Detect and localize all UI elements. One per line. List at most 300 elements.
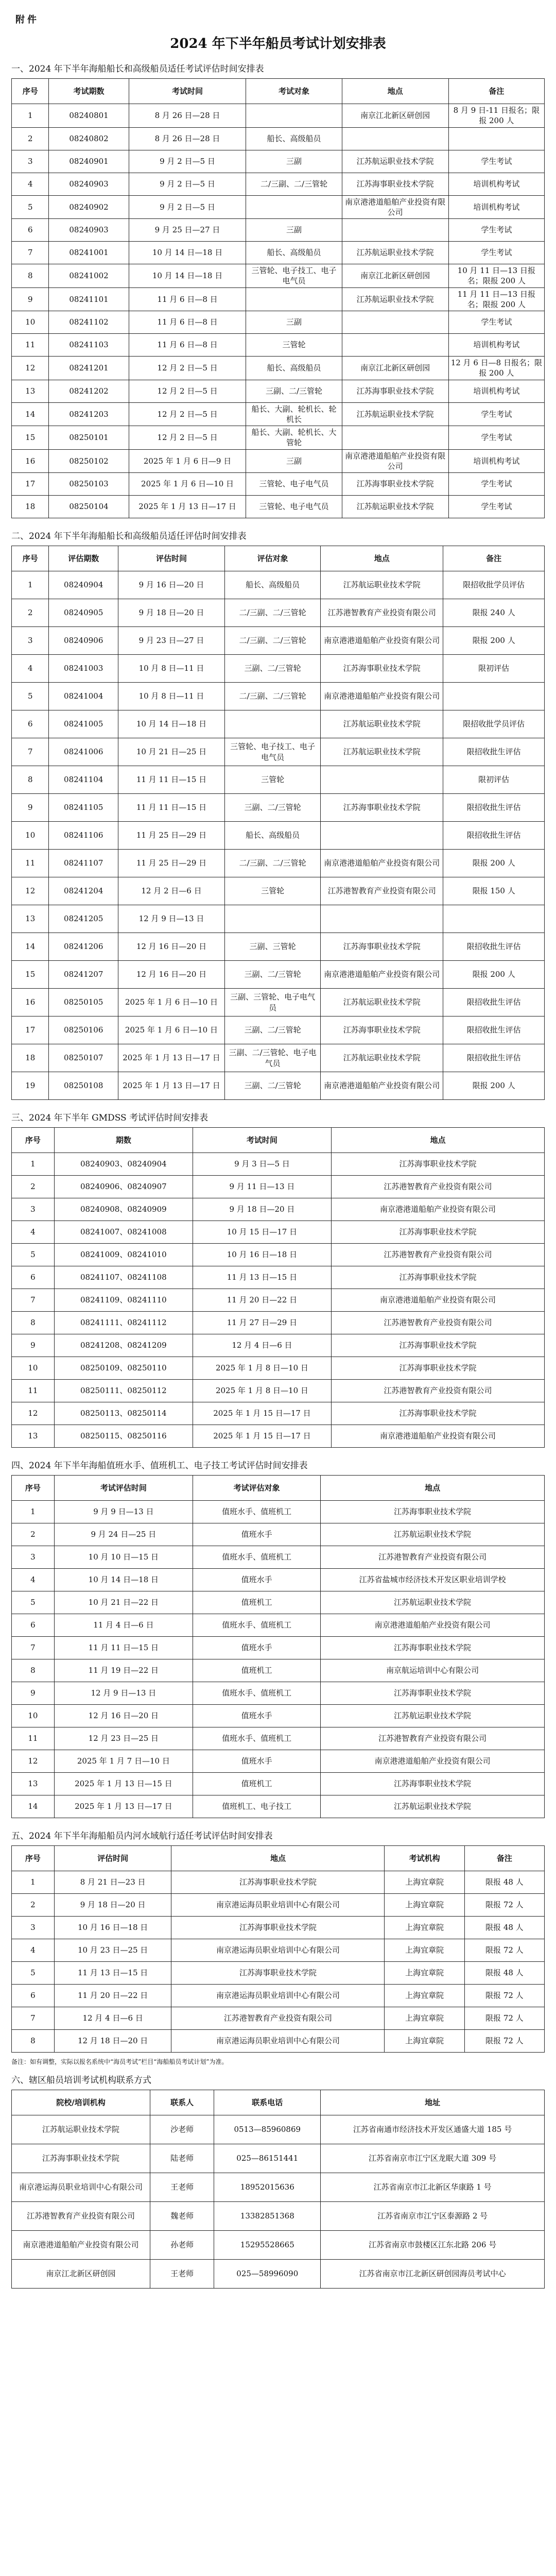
table-cell: 王老师 xyxy=(150,2173,214,2201)
table-cell: 限招收批生评估 xyxy=(443,794,545,822)
table-cell: 3 xyxy=(12,150,49,173)
table-cell: 18 xyxy=(12,1044,49,1072)
table-cell: 08241206 xyxy=(49,933,118,961)
table-cell: 二/三副、二/三管轮 xyxy=(224,683,320,710)
section-2-header-row xyxy=(12,546,545,571)
table-cell: 南京港港道船舶产业投资有限公司 xyxy=(321,627,443,655)
table-cell: 12 月 4 日—6 日 xyxy=(193,1334,331,1357)
table-cell: 13 xyxy=(12,1425,55,1448)
table-cell: 三副、二/三管轮 xyxy=(246,380,342,402)
table-cell: 学生考试 xyxy=(448,150,544,173)
table-cell: 2025 年 1 月 13 日—15 日 xyxy=(54,1773,193,1795)
table-cell: 2025 年 1 月 13 日—17 日 xyxy=(54,1795,193,1818)
table-cell: 南京港港道船舶产业投资有限公司 xyxy=(321,1750,545,1773)
table-cell: 江苏海事职业技术学院 xyxy=(342,173,448,195)
table-cell xyxy=(224,905,320,933)
table-cell: 08241109、08241110 xyxy=(54,1289,193,1312)
table-row xyxy=(12,2201,545,2230)
table-cell: 9 月 18 日—20 日 xyxy=(193,1198,331,1221)
table-row xyxy=(12,822,545,850)
table-cell: 江苏海事职业技术学院 xyxy=(331,1402,544,1425)
table-cell: 2025 年 1 月 6 日—10 日 xyxy=(129,473,246,496)
table-cell: 08250115、08250116 xyxy=(54,1425,193,1448)
table-row xyxy=(12,1153,545,1176)
table-cell: 二/三副、二/三管轮 xyxy=(246,173,342,195)
table-cell: 6 xyxy=(12,1614,55,1637)
table-cell: 9 月 2 日—5 日 xyxy=(129,195,246,219)
table-cell: 南京港运海员职业培训中心有限公司 xyxy=(171,1939,385,1962)
table-cell: 值班机工 xyxy=(193,1591,320,1614)
table-cell: 限报 72 人 xyxy=(464,2007,544,2030)
table-cell: 江苏海事职业技术学院 xyxy=(331,1266,544,1289)
table-cell: 10 月 21 日—25 日 xyxy=(118,738,224,766)
table-cell: 10 月 11 日—13 日报名；限报 200 人 xyxy=(448,264,544,288)
table-row xyxy=(12,1727,545,1750)
table-row xyxy=(12,794,545,822)
table-cell: 南京港运海员职业培训中心有限公司 xyxy=(12,2173,150,2201)
table-cell: 江苏省盐城市经济技术开发区职业培训学校 xyxy=(321,1569,545,1591)
table-row xyxy=(12,655,545,683)
table-cell: 14 xyxy=(12,402,49,426)
table-cell: 1 xyxy=(12,1153,55,1176)
table-cell: 08241201 xyxy=(49,357,129,380)
table-cell: 10 xyxy=(12,1357,55,1380)
table-row xyxy=(12,1750,545,1773)
table-cell: 江苏港智教育产业投资有限公司 xyxy=(321,599,443,627)
table-row xyxy=(12,2259,545,2288)
table-cell: 学生考试 xyxy=(448,402,544,426)
table-cell: 08250108 xyxy=(49,1072,118,1100)
table-cell: 6 xyxy=(12,1985,55,2007)
table-cell: 上海宜章院 xyxy=(385,1917,464,1939)
table-cell: 南京港港道船舶产业投资有限公司 xyxy=(321,961,443,989)
table-cell: 15 xyxy=(12,426,49,450)
table-cell: 上海宜章院 xyxy=(385,1985,464,2007)
table-row xyxy=(12,2007,545,2030)
table-cell: 三副、三管轮 xyxy=(224,933,320,961)
table-cell: 11 月 11 日—13 日报名；限报 200 人 xyxy=(448,287,544,311)
table-row xyxy=(12,426,545,450)
table-cell: 学生考试 xyxy=(448,311,544,334)
table-cell: 江苏航运职业技术学院 xyxy=(342,287,448,311)
table-cell: 陆老师 xyxy=(150,2144,214,2173)
table-cell: 16 xyxy=(12,989,49,1016)
table-cell: 三副 xyxy=(246,449,342,473)
table-cell: 江苏海事职业技术学院 xyxy=(331,1153,544,1176)
table-row xyxy=(12,1523,545,1546)
table-cell: 江苏航运职业技术学院 xyxy=(321,989,443,1016)
table-cell: 12 月 9 日—13 日 xyxy=(118,905,224,933)
table-row xyxy=(12,1985,545,2007)
table-cell: 江苏海事职业技术学院 xyxy=(321,1637,545,1659)
table-cell: 船长、高级船员 xyxy=(224,571,320,599)
table-cell: 南京港港道船舶产业投资有限公司 xyxy=(12,2230,150,2259)
column-header: 地点 xyxy=(331,1128,544,1153)
section-5-table xyxy=(11,1845,545,2053)
table-cell: 上海宜章院 xyxy=(385,1871,464,1894)
table-cell: 7 xyxy=(12,1289,55,1312)
table-row xyxy=(12,1917,545,1939)
table-cell: 11 月 20 日—22 日 xyxy=(54,1985,171,2007)
table-cell: 9 xyxy=(12,794,49,822)
table-cell: 江苏航运职业技术学院 xyxy=(342,402,448,426)
section-5-header-row xyxy=(12,1846,545,1871)
section-1-header-row xyxy=(12,79,545,104)
table-cell: 三管轮、电子技工、电子电气员 xyxy=(224,738,320,766)
table-row xyxy=(12,1402,545,1425)
table-cell: 三副 xyxy=(246,311,342,334)
table-cell: 10 月 14 日—18 日 xyxy=(129,264,246,288)
table-row xyxy=(12,877,545,905)
table-cell: 11 xyxy=(12,334,49,357)
table-cell: 8 xyxy=(12,2030,55,2053)
table-cell: 江苏海事职业技术学院 xyxy=(321,1773,545,1795)
table-cell: 江苏航运职业技术学院 xyxy=(321,1705,545,1727)
table-cell: 江苏港智教育产业投资有限公司 xyxy=(321,1727,545,1750)
table-row xyxy=(12,1334,545,1357)
table-cell: 9 月 3 日—5 日 xyxy=(193,1153,331,1176)
table-cell: 9 月 18 日—20 日 xyxy=(118,599,224,627)
table-cell: 08240905 xyxy=(49,599,118,627)
table-cell: 培训机构考试 xyxy=(448,380,544,402)
table-cell: 11 月 11 日—15 日 xyxy=(118,766,224,794)
section-1-table xyxy=(11,78,545,518)
table-cell: 7 xyxy=(12,242,49,264)
table-cell: 船长、高级船员 xyxy=(246,242,342,264)
table-row xyxy=(12,1016,545,1044)
table-cell: 三管轮 xyxy=(224,877,320,905)
table-row xyxy=(12,1266,545,1289)
table-row xyxy=(12,287,545,311)
table-cell: 限报 72 人 xyxy=(464,1894,544,1917)
table-cell: 江苏航运职业技术学院 xyxy=(321,1795,545,1818)
table-cell: 2 xyxy=(12,1894,55,1917)
table-cell: 值班水手 xyxy=(193,1569,320,1591)
table-cell: 12 月 23 日—25 日 xyxy=(54,1727,193,1750)
table-cell: 08241104 xyxy=(49,766,118,794)
table-cell: 江苏海事职业技术学院 xyxy=(321,1682,545,1705)
table-row xyxy=(12,1871,545,1894)
table-cell: 江苏航运职业技术学院 xyxy=(342,496,448,518)
table-row xyxy=(12,599,545,627)
table-cell: 江苏海事职业技术学院 xyxy=(331,1221,544,1244)
table-cell: 08250109、08250110 xyxy=(54,1357,193,1380)
table-cell: 限报 200 人 xyxy=(443,627,545,655)
table-row xyxy=(12,334,545,357)
table-cell: 08241001 xyxy=(49,242,129,264)
table-row xyxy=(12,195,545,219)
table-cell: 08240904 xyxy=(49,571,118,599)
table-cell: 8 xyxy=(12,264,49,288)
table-row xyxy=(12,2144,545,2173)
table-cell: 10 月 21 日—22 日 xyxy=(54,1591,193,1614)
table-row xyxy=(12,710,545,738)
table-row xyxy=(12,496,545,518)
table-cell: 19 xyxy=(12,1072,49,1100)
table-cell: 08240902 xyxy=(49,195,129,219)
table-cell: 三副、二/三管轮 xyxy=(224,1072,320,1100)
table-cell: 船长、高级船员 xyxy=(246,127,342,150)
table-cell: 王老师 xyxy=(150,2259,214,2288)
table-row xyxy=(12,1682,545,1705)
table-cell: 08241007、08241008 xyxy=(54,1221,193,1244)
table-cell: 江苏海事职业技术学院 xyxy=(321,655,443,683)
table-cell: 限报 240 人 xyxy=(443,599,545,627)
table-cell: 江苏航运职业技术学院 xyxy=(321,710,443,738)
table-cell: 限招收批生评估 xyxy=(443,933,545,961)
section-4-title: 四、2024 年下半年海船值班水手、值班机工、电子技工考试评估时间安排表 xyxy=(11,1461,308,1471)
table-row xyxy=(12,1380,545,1402)
column-header: 考试评估时间 xyxy=(54,1476,193,1501)
table-cell: 2025 年 1 月 13 日—17 日 xyxy=(118,1072,224,1100)
table-cell xyxy=(246,195,342,219)
table-cell: 08241009、08241010 xyxy=(54,1244,193,1266)
table-cell: 学生考试 xyxy=(448,473,544,496)
table-cell: 二/三副、二/三管轮 xyxy=(224,627,320,655)
table-cell: 08250104 xyxy=(49,496,129,518)
table-cell: 12 月 16 日—20 日 xyxy=(118,961,224,989)
table-cell: 2 xyxy=(12,127,49,150)
table-cell: 值班水手、值班机工 xyxy=(193,1501,320,1523)
table-cell: 11 月 20 日—22 日 xyxy=(193,1289,331,1312)
table-cell: 12 xyxy=(12,357,49,380)
section-6-table xyxy=(11,2090,545,2289)
table-cell xyxy=(342,426,448,450)
column-header: 序号 xyxy=(12,79,49,104)
table-cell: 5 xyxy=(12,683,49,710)
table-cell: 江苏港智教育产业投资有限公司 xyxy=(331,1244,544,1266)
table-cell: 江苏航运职业技术学院 xyxy=(342,150,448,173)
table-cell: 2025 年 1 月 13 日—17 日 xyxy=(129,496,246,518)
table-cell: 10 月 10 日—15 日 xyxy=(54,1546,193,1569)
table-cell: 12 xyxy=(12,1750,55,1773)
table-cell: 2025 年 1 月 13 日—17 日 xyxy=(118,1044,224,1072)
table-cell: 9 月 2 日—5 日 xyxy=(129,173,246,195)
table-cell: 1 xyxy=(12,104,49,128)
table-cell: 9 月 11 日—13 日 xyxy=(193,1176,331,1198)
table-cell: 08250113、08250114 xyxy=(54,1402,193,1425)
table-cell xyxy=(321,905,443,933)
table-cell: 南京港港道船舶产业投资有限公司 xyxy=(331,1425,544,1448)
table-cell xyxy=(224,710,320,738)
table-cell: 08240903 xyxy=(49,219,129,242)
table-cell: 17 xyxy=(12,1016,49,1044)
table-cell: 限招收批生评估 xyxy=(443,822,545,850)
table-cell: 南京港运海员职业培训中心有限公司 xyxy=(171,1894,385,1917)
table-cell: 10 xyxy=(12,311,49,334)
table-cell: 限报 150 人 xyxy=(443,877,545,905)
table-cell: 江苏海事职业技术学院 xyxy=(171,1917,385,1939)
table-row xyxy=(12,933,545,961)
table-row xyxy=(12,1637,545,1659)
table-cell: 9 月 16 日—20 日 xyxy=(118,571,224,599)
column-header: 院校/培训机构 xyxy=(12,2090,150,2115)
column-header: 联系人 xyxy=(150,2090,214,2115)
table-cell: 08241006 xyxy=(49,738,118,766)
table-cell: 船长、大副、轮机长、轮机长 xyxy=(246,402,342,426)
section-2-title: 二、2024 年下半年海船船长和高级船员适任评估时间安排表 xyxy=(11,531,247,541)
table-cell: 13 xyxy=(12,905,49,933)
table-cell: 12 月 2 日—6 日 xyxy=(118,877,224,905)
table-cell: 08241003 xyxy=(49,655,118,683)
table-cell: 学生考试 xyxy=(448,426,544,450)
table-cell: 学生考试 xyxy=(448,219,544,242)
table-cell: 11 月 13 日—15 日 xyxy=(54,1962,171,1985)
table-cell: 学生考试 xyxy=(448,242,544,264)
table-row xyxy=(12,1501,545,1523)
table-row xyxy=(12,357,545,380)
table-cell: 9 月 25 日—27 日 xyxy=(129,219,246,242)
table-cell: 9 月 23 日—27 日 xyxy=(118,627,224,655)
table-cell: 4 xyxy=(12,173,49,195)
table-cell: 10 月 16 日—18 日 xyxy=(54,1917,171,1939)
table-cell: 船长、高级船员 xyxy=(246,357,342,380)
table-cell: 13 xyxy=(12,380,49,402)
table-cell: 8 xyxy=(12,766,49,794)
table-cell: 值班机工 xyxy=(193,1659,320,1682)
table-cell: 5 xyxy=(12,1244,55,1266)
table-cell: 08241106 xyxy=(49,822,118,850)
column-header: 评估时间 xyxy=(118,546,224,571)
table-cell: 11 月 25 日—29 日 xyxy=(118,850,224,877)
table-cell: 南京港港道船舶产业投资有限公司 xyxy=(321,1614,545,1637)
table-cell: 江苏海事职业技术学院 xyxy=(171,1871,385,1894)
table-cell: 船长、高级船员 xyxy=(224,822,320,850)
table-cell: 值班水手、值班机工 xyxy=(193,1546,320,1569)
table-cell: 值班水手、值班机工 xyxy=(193,1614,320,1637)
table-cell: 南京江北新区研创园 xyxy=(342,264,448,288)
page-title: 2024 年下半年船员考试计划安排表 xyxy=(170,36,386,52)
table-cell: 孙老师 xyxy=(150,2230,214,2259)
table-cell: 13 xyxy=(12,1773,55,1795)
table-cell: 2025 年 1 月 7 日—10 日 xyxy=(54,1750,193,1773)
column-header: 联系电话 xyxy=(214,2090,321,2115)
table-cell: 08240801 xyxy=(49,104,129,128)
table-cell: 3 xyxy=(12,1198,55,1221)
table-row xyxy=(12,1939,545,1962)
table-cell: 上海宜章院 xyxy=(385,1894,464,1917)
table-cell xyxy=(443,683,545,710)
table-row xyxy=(12,1044,545,1072)
table-row xyxy=(12,683,545,710)
table-cell: 4 xyxy=(12,1221,55,1244)
table-cell: 限招收批生评估 xyxy=(443,738,545,766)
table-row xyxy=(12,1591,545,1614)
section-3-title: 三、2024 年下半年 GMDSS 考试评估时间安排表 xyxy=(11,1113,208,1123)
table-cell: 08241004 xyxy=(49,683,118,710)
table-cell: 4 xyxy=(12,1569,55,1591)
table-cell: 三管轮、电子电气员 xyxy=(246,473,342,496)
table-cell: 08250101 xyxy=(49,426,129,450)
table-cell: 08241208、08241209 xyxy=(54,1334,193,1357)
table-cell: 南京江北新区研创园 xyxy=(12,2259,150,2288)
table-row xyxy=(12,402,545,426)
table-cell: 南京航运培训中心有限公司 xyxy=(321,1659,545,1682)
table-cell: 江苏港智教育产业投资有限公司 xyxy=(331,1312,544,1334)
table-cell: 限报 48 人 xyxy=(464,1917,544,1939)
table-cell: 江苏港智教育产业投资有限公司 xyxy=(171,2007,385,2030)
table-cell: 11 月 27 日—29 日 xyxy=(193,1312,331,1334)
table-row xyxy=(12,1244,545,1266)
table-cell: 限报 200 人 xyxy=(443,1072,545,1100)
table-row xyxy=(12,571,545,599)
table-row xyxy=(12,173,545,195)
table-cell: 12 月 2 日—5 日 xyxy=(129,380,246,402)
table-cell: 08241107、08241108 xyxy=(54,1266,193,1289)
table-row xyxy=(12,1659,545,1682)
table-cell: 08241202 xyxy=(49,380,129,402)
table-cell: 南京港运海员职业培训中心有限公司 xyxy=(171,2030,385,2053)
table-cell: 限报 200 人 xyxy=(443,961,545,989)
table-cell: 上海宜章院 xyxy=(385,2030,464,2053)
table-cell: 08241002 xyxy=(49,264,129,288)
table-row xyxy=(12,1425,545,1448)
table-cell: 值班机工 xyxy=(193,1773,320,1795)
column-header: 评估对象 xyxy=(224,546,320,571)
table-cell: 2025 年 1 月 15 日—17 日 xyxy=(193,1402,331,1425)
table-cell: 江苏省南京市鼓楼区江东北路 206 号 xyxy=(321,2230,545,2259)
table-cell: 08240906 xyxy=(49,627,118,655)
table-cell: 08241102 xyxy=(49,311,129,334)
column-header: 地点 xyxy=(321,546,443,571)
table-cell: 11 月 6 日—8 日 xyxy=(129,334,246,357)
table-cell: 0513—85960869 xyxy=(214,2115,321,2144)
table-cell: 限招收批生评估 xyxy=(443,1016,545,1044)
table-cell: 4 xyxy=(12,1939,55,1962)
table-row xyxy=(12,264,545,288)
table-cell: 江苏省南京市江北新区华康路 1 号 xyxy=(321,2173,545,2201)
table-row xyxy=(12,989,545,1016)
table-cell: 江苏省南通市经济技术开发区通盛大道 185 号 xyxy=(321,2115,545,2144)
table-cell: 江苏港智教育产业投资有限公司 xyxy=(321,1546,545,1569)
table-cell: 10 月 15 日—17 日 xyxy=(193,1221,331,1244)
table-cell: 08240906、08240907 xyxy=(54,1176,193,1198)
table-row xyxy=(12,1289,545,1312)
table-cell: 魏老师 xyxy=(150,2201,214,2230)
column-header: 地点 xyxy=(171,1846,385,1871)
table-cell: 江苏海事职业技术学院 xyxy=(12,2144,150,2173)
column-header: 考试时间 xyxy=(129,79,246,104)
column-header: 序号 xyxy=(12,546,49,571)
table-cell: 08241107 xyxy=(49,850,118,877)
table-cell xyxy=(246,104,342,128)
table-cell: 江苏海事职业技术学院 xyxy=(321,1016,443,1044)
table-cell: 限初评估 xyxy=(443,655,545,683)
table-cell: 08241005 xyxy=(49,710,118,738)
table-cell: 江苏海事职业技术学院 xyxy=(331,1357,544,1380)
table-cell: 2 xyxy=(12,599,49,627)
table-cell: 江苏省南京市江北新区研创园海员考试中心 xyxy=(321,2259,545,2288)
table-cell: 南京港运海员职业培训中心有限公司 xyxy=(171,1985,385,2007)
table-cell: 值班水手、值班机工 xyxy=(193,1727,320,1750)
column-header: 考试评估对象 xyxy=(193,1476,320,1501)
table-row xyxy=(12,905,545,933)
table-cell: 江苏港智教育产业投资有限公司 xyxy=(321,877,443,905)
table-cell: 8 月 9 日-11 日报名；限报 200 人 xyxy=(448,104,544,128)
table-cell: 三管轮 xyxy=(246,334,342,357)
table-row xyxy=(12,1312,545,1334)
table-cell: 6 xyxy=(12,710,49,738)
table-cell: 限报 72 人 xyxy=(464,2030,544,2053)
section-3-table xyxy=(11,1127,545,1448)
table-cell: 08241103 xyxy=(49,334,129,357)
table-cell: 三副、二/三管轮 xyxy=(224,794,320,822)
table-cell: 11 月 4 日—6 日 xyxy=(54,1614,193,1637)
table-cell: 10 月 14 日—18 日 xyxy=(54,1569,193,1591)
table-cell: 08241204 xyxy=(49,877,118,905)
table-cell: 三管轮、电子电气员 xyxy=(246,496,342,518)
section-1-title: 一、2024 年下半年海船船长和高级船员适任考试评估时间安排表 xyxy=(11,64,264,74)
